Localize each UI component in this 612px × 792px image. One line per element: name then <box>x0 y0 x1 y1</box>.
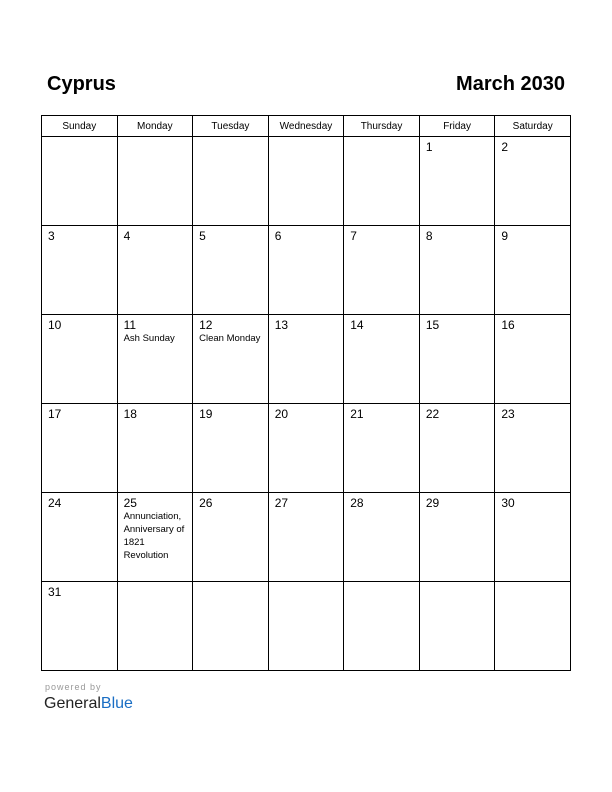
day-cell-content <box>344 493 419 578</box>
calendar-body <box>42 137 571 671</box>
day-cell-content <box>344 226 419 311</box>
day-cell <box>42 493 118 582</box>
day-cell-content <box>420 315 495 400</box>
day-number: 4 <box>123 229 131 243</box>
day-number: 2 <box>501 140 509 154</box>
empty-day-cell <box>193 582 269 671</box>
holiday-label: Clean Monday <box>199 333 261 344</box>
day-cell-content <box>269 582 344 667</box>
empty-day-cell <box>193 137 269 226</box>
weekday-header: Sunday <box>42 116 118 137</box>
day-number: 9 <box>501 229 509 243</box>
day-cell <box>419 315 495 404</box>
calendar-week-row <box>42 493 571 582</box>
day-number: 23 <box>501 407 515 421</box>
day-cell <box>268 315 344 404</box>
empty-day-cell <box>268 582 344 671</box>
country-title: Cyprus <box>47 73 116 95</box>
day-cell-content <box>344 404 419 489</box>
powered-by-text: powered by <box>45 682 102 692</box>
day-cell-content <box>344 137 419 222</box>
day-number: 22 <box>425 407 440 421</box>
day-cell-content <box>118 137 193 222</box>
holiday-label: Ash Sunday <box>123 333 175 344</box>
day-number: 30 <box>501 496 515 510</box>
day-cell-content <box>344 315 419 400</box>
weekday-header: Friday <box>419 116 495 137</box>
day-cell-content <box>269 404 344 489</box>
day-cell <box>193 315 269 404</box>
day-cell-content <box>420 226 495 311</box>
day-number: 16 <box>501 318 515 332</box>
day-cell-content <box>269 493 344 578</box>
day-cell <box>42 404 118 493</box>
weekday-header: Thursday <box>344 116 420 137</box>
day-cell-content <box>269 315 344 400</box>
day-number: 20 <box>274 407 289 421</box>
day-number: 3 <box>48 229 55 243</box>
day-cell-content <box>420 137 495 222</box>
calendar-week-row <box>42 137 571 226</box>
day-cell <box>495 137 571 226</box>
day-number: 12 <box>199 318 213 332</box>
day-cell <box>495 226 571 315</box>
empty-day-cell <box>344 137 420 226</box>
day-cell <box>344 404 420 493</box>
brand-general-text: General <box>44 695 101 712</box>
day-cell <box>42 315 118 404</box>
empty-day-cell <box>117 582 193 671</box>
empty-day-cell <box>495 582 571 671</box>
day-cell-content <box>495 493 570 578</box>
weekday-header-row <box>42 116 571 137</box>
day-number: 18 <box>123 407 137 421</box>
empty-day-cell <box>117 137 193 226</box>
day-number: 7 <box>350 229 357 243</box>
month-year-title: March 2030 <box>456 73 565 95</box>
brand-blue-text: Blue <box>100 695 133 712</box>
day-number: 25 <box>123 496 137 510</box>
day-cell-content <box>42 226 117 311</box>
day-number: 31 <box>48 585 62 599</box>
day-number: 19 <box>199 407 213 421</box>
day-cell-content <box>269 226 344 311</box>
day-cell-content <box>193 137 268 222</box>
day-cell <box>193 226 269 315</box>
weekday-header: Saturday <box>495 116 571 137</box>
day-cell <box>117 404 193 493</box>
day-cell-content <box>42 582 117 667</box>
day-cell-content <box>118 404 193 489</box>
empty-day-cell <box>268 137 344 226</box>
weekday-header: Wednesday <box>268 116 344 137</box>
day-number: 10 <box>48 318 62 332</box>
day-cell <box>268 493 344 582</box>
day-cell <box>193 404 269 493</box>
calendar-grid <box>41 115 571 671</box>
day-cell-content <box>118 493 193 578</box>
brand-logo[interactable] <box>44 694 133 714</box>
day-cell-content <box>420 582 495 667</box>
day-cell <box>495 315 571 404</box>
day-cell <box>344 226 420 315</box>
calendar-week-row <box>42 582 571 671</box>
day-number: 11 <box>123 318 137 332</box>
day-cell-content <box>118 582 193 667</box>
day-cell <box>495 404 571 493</box>
day-cell <box>117 493 193 582</box>
holiday-label: Annunciation, Anniversary of 1821 Revolution <box>123 511 185 561</box>
empty-day-cell <box>419 582 495 671</box>
day-cell-content <box>495 137 570 222</box>
day-cell-content <box>118 226 193 311</box>
day-cell-content <box>193 226 268 311</box>
empty-day-cell <box>344 582 420 671</box>
day-cell-content <box>118 315 193 400</box>
weekday-header: Monday <box>117 116 193 137</box>
day-number: 6 <box>274 229 282 243</box>
day-number: 24 <box>48 496 62 510</box>
day-cell <box>117 226 193 315</box>
day-number: 21 <box>350 407 364 421</box>
weekday-header: Tuesday <box>193 116 269 137</box>
day-number: 5 <box>199 229 206 243</box>
day-cell <box>42 582 118 671</box>
footer-branding <box>44 681 133 714</box>
day-cell-content <box>193 582 268 667</box>
day-cell <box>193 493 269 582</box>
day-cell-content <box>495 582 570 667</box>
day-cell <box>419 226 495 315</box>
day-cell-content <box>269 137 344 222</box>
day-cell <box>268 404 344 493</box>
day-cell-content <box>495 404 570 489</box>
day-number: 28 <box>350 496 364 510</box>
day-cell <box>268 226 344 315</box>
day-cell-content <box>42 493 117 578</box>
day-cell-content <box>193 404 268 489</box>
day-cell-content <box>193 493 268 578</box>
day-cell-content <box>42 404 117 489</box>
day-cell-content <box>42 137 117 222</box>
day-cell <box>117 315 193 404</box>
day-cell <box>419 137 495 226</box>
day-number: 14 <box>350 318 364 332</box>
day-cell-content <box>495 226 570 311</box>
day-cell <box>419 493 495 582</box>
day-cell-content <box>193 315 268 400</box>
day-number: 13 <box>274 318 289 332</box>
calendar-week-row <box>42 404 571 493</box>
day-cell <box>495 493 571 582</box>
day-number: 27 <box>274 496 289 510</box>
day-cell-content <box>420 404 495 489</box>
empty-day-cell <box>42 137 118 226</box>
day-cell-content <box>344 582 419 667</box>
day-number: 29 <box>425 496 440 510</box>
day-number: 1 <box>425 140 433 154</box>
day-cell <box>419 404 495 493</box>
day-cell <box>42 226 118 315</box>
day-cell-content <box>495 315 570 400</box>
day-cell-content <box>420 493 495 578</box>
day-cell-content <box>42 315 117 400</box>
day-number: 26 <box>199 496 213 510</box>
calendar-week-row <box>42 226 571 315</box>
day-cell <box>344 315 420 404</box>
day-number: 15 <box>425 318 440 332</box>
day-number: 17 <box>48 407 62 421</box>
day-cell <box>344 493 420 582</box>
calendar-week-row <box>42 315 571 404</box>
day-number: 8 <box>425 229 433 243</box>
